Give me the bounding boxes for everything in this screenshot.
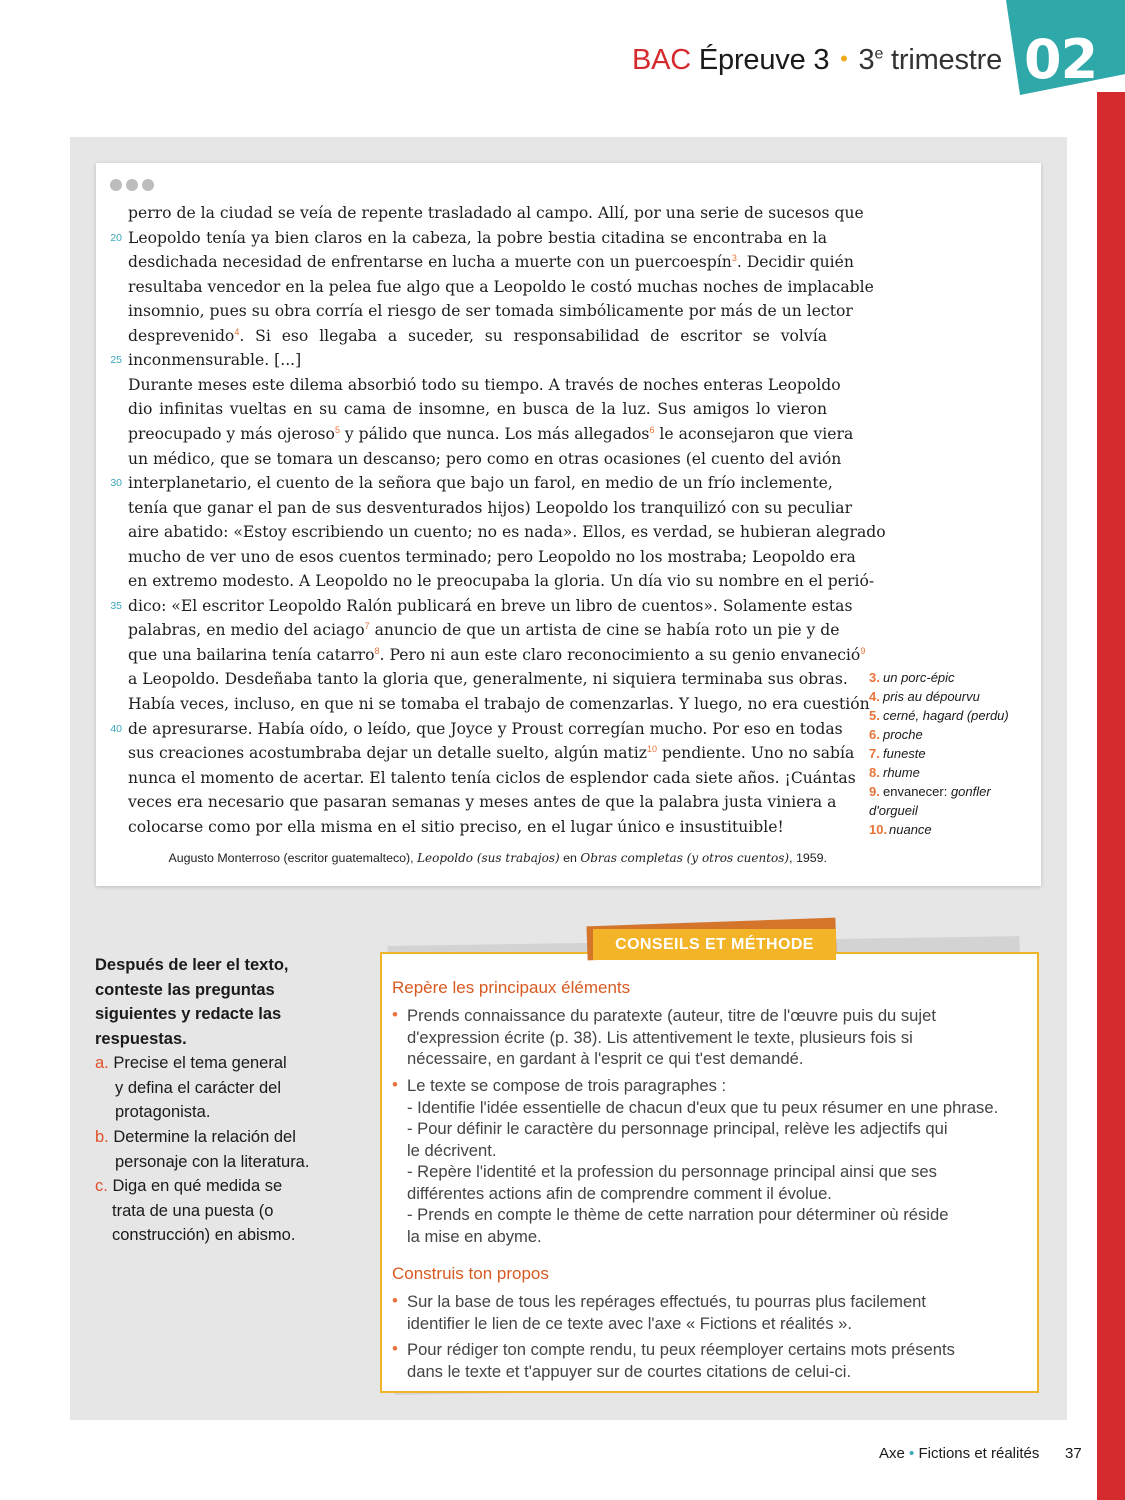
footnote-text: nuance: [889, 822, 932, 837]
line-number: 20: [110, 231, 122, 244]
footnotes: [869, 668, 1009, 839]
advice-tab: CONSEILS ET MÉTHODE: [593, 929, 836, 960]
line-number: 30: [110, 477, 122, 490]
advice-line: nécessaire, en gardant à l'esprit ce qui t'est demandé.: [407, 1049, 804, 1068]
footnote-number: 9.: [869, 784, 880, 799]
advice-paragraph: [407, 1075, 998, 1247]
footnote-item: [869, 820, 1009, 839]
text-line: desprevenido$^4$. Si eso llegaba a suceder, su responsabilidad de escritor se volvía: [128, 326, 827, 345]
trimestre-sup: e: [874, 45, 884, 63]
advice-line: Le texte se compose de trois paragraphes :: [407, 1076, 727, 1095]
advice-line: le décrivent.: [407, 1140, 497, 1160]
text-line: Leopoldo tenía ya bien claros en la cabeza, la pobre bestia citadina se encontraba en la: [128, 228, 827, 247]
footnote-text: cerné, hagard (perdu): [883, 708, 1009, 723]
advice-line: - Prends en compte le thème de cette narration pour déterminer où réside: [407, 1205, 949, 1224]
footnote-text: gonfler: [950, 784, 991, 799]
window-dots-icon: [110, 179, 154, 191]
footnote-text: rhume: [883, 765, 920, 780]
bullet-icon: •: [392, 1339, 398, 1358]
footnote-ref: 6: [649, 424, 655, 435]
questions-intro: [95, 953, 335, 1051]
advice-section-title: Repère les principaux éléments: [392, 978, 631, 997]
text-line: desdichada necesidad de enfrentarse en lucha a muerte con un puercoespín$^3$. Decidir quién: [128, 252, 854, 272]
advice-line: la mise en abyme.: [407, 1226, 542, 1246]
text-line: interplanetario, el cuento de la señora que bajo un farol, en medio de un frío inclemente,: [128, 474, 833, 493]
trimestre-label: [859, 44, 1003, 76]
text-source: [144, 851, 827, 865]
source-author: Augusto Monterroso (escritor guatemalteco),: [168, 851, 418, 865]
text-line: colocarse como por ella misma en el sitio preciso, en el lugar único e insustituible!: [128, 817, 784, 836]
footnote-text: proche: [883, 727, 923, 742]
footnote-ref: 4: [234, 326, 240, 337]
text-line: tenía que ganar el pan de sus desventurados hijos) Leopoldo los tranquilizó con su peculiar: [128, 498, 853, 517]
source-collection: Obras completas (y otros cuentos): [580, 851, 790, 865]
footer-theme: Fictions et réalités: [918, 1445, 1040, 1462]
page-number: 37: [1065, 1445, 1082, 1462]
bullet-icon: •: [392, 1291, 398, 1310]
footnote-ref: 7: [364, 621, 370, 632]
text-line: nunca el momento de acertar. El talento tenía ciclos de esplendor cada siete años. ¡Cuántas: [128, 768, 856, 787]
footnote-number: 6.: [869, 727, 880, 742]
advice-line: - Identifie l'idée essentielle de chacun d'eux que tu peux résumer en une phrase.: [407, 1097, 999, 1117]
question-line: trata de una puesta (o: [112, 1201, 274, 1220]
footnote-item: [869, 763, 1009, 782]
footnote-number: 5.: [869, 708, 880, 723]
question-letter: c.: [95, 1177, 108, 1195]
bullet-icon: •: [392, 1075, 398, 1094]
footnote-ref: 5: [334, 424, 340, 435]
source-mid: en: [559, 851, 581, 865]
text-line: mucho de ver uno de esos cuentos terminado; pero Leopoldo no los mostraba; Leopoldo era: [128, 547, 856, 566]
text-line: a Leopoldo. Desdeñaba tanto la gloria que, generalmente, ni siquiera terminaba sus obras.: [128, 670, 848, 689]
question-line: construcción) en abismo.: [112, 1226, 296, 1244]
text-line: de apresurarse. Había oído, o leído, que Joyce y Proust corregían mucho. Por eso en todas: [128, 719, 843, 738]
question-line: y defina el carácter del: [115, 1078, 282, 1097]
question-line: personaje con la literatura.: [115, 1152, 310, 1171]
advice-line: Sur la base de tous les repérages effectués, tu pourras plus facilement: [407, 1292, 927, 1311]
footnote-ref: 10: [646, 743, 657, 754]
trimestre-number: 3: [858, 44, 875, 76]
line-number: 35: [110, 599, 122, 612]
question-b: [95, 1125, 335, 1174]
text-line: sus creaciones acostumbraba dejar un detalle suelto, algún matiz$^{10}$ pendiente. Uno no sabía: [128, 743, 855, 763]
footer-separator: •: [909, 1445, 915, 1462]
footnote-item: [869, 725, 1009, 744]
epreuve-label: Épreuve 3: [698, 44, 830, 76]
footnote-ref: 9: [860, 645, 866, 656]
trimestre-word: trimestre: [891, 44, 1003, 76]
advice-line: différentes actions afin de comprendre comment il évolue.: [407, 1183, 832, 1203]
advice-line: - Repère l'identité et la profession du personnage principal ainsi que ses: [407, 1162, 937, 1181]
question-line: Diga en qué medida se: [112, 1177, 283, 1195]
footnote-item: [869, 687, 1009, 706]
text-line: que una bailarina tenía catarro$^8$. Pero ni aun este claro reconocimiento a su genio envaneció$^9$: [128, 645, 866, 664]
question-letter: a.: [95, 1054, 109, 1072]
footnote-item: [869, 782, 1009, 801]
footnote-text: pris au dépourvu: [883, 689, 980, 704]
bullet-icon: •: [392, 1005, 398, 1024]
intro-line: respuestas.: [95, 1029, 187, 1048]
footnote-number: 8.: [869, 765, 880, 780]
footnote-number: 3.: [869, 670, 880, 685]
footnote-ref: 8: [374, 645, 380, 656]
text-line: insomnio, pues su obra corría el riesgo de ser tomada simbólicamente por más de un lector: [128, 302, 853, 321]
advice-section-title: Construis ton propos: [392, 1264, 549, 1283]
footnote-item: [869, 706, 1009, 725]
footnote-number: 7.: [869, 746, 880, 761]
source-work: Leopoldo (sus trabajos): [417, 851, 560, 865]
text-line: Había veces, incluso, en que ni se tomaba el trabajo de comenzarlas. Y luego, no era cuestión: [128, 695, 870, 713]
advice-paragraph: [407, 1005, 936, 1070]
advice-line: dans le texte et t'appuyer sur de courtes citations de celui-ci.: [407, 1361, 852, 1381]
header-separator: •: [840, 46, 848, 71]
footnote-number: 4.: [869, 689, 880, 704]
footnote-text: d'orgueil: [869, 803, 918, 818]
question-line: Precise el tema general: [113, 1054, 287, 1072]
text-line: aire abatido: «Estoy escribiendo un cuento; no es nada». Ellos, es verdad, se hubieran alegrado: [128, 523, 886, 542]
text-line: en extremo modesto. A Leopoldo no le preocupaba la gloria. Un día vio su nombre en el perió-: [128, 572, 875, 591]
footnote-item: [869, 668, 1009, 687]
text-line: veces era necesario que pasaran semanas y meses antes de que la palabra justa viniera a: [128, 793, 837, 812]
intro-line: siguientes y redacte las: [95, 1005, 282, 1023]
advice-line: identifier le lien de ce texte avec l'axe « Fictions et réalités ».: [407, 1313, 852, 1333]
footnote-ref: 3: [731, 252, 737, 263]
footnote-number: 10.: [869, 822, 888, 837]
text-line: inconmensurable. [...]: [128, 351, 302, 370]
text-line: un médico, que se tomara un descanso; pero como en otras ocasiones (el cuento del avión: [128, 449, 842, 468]
line-number: 25: [110, 354, 122, 367]
source-year: , 1959.: [789, 851, 827, 865]
footnote-text: funeste: [883, 746, 926, 761]
text-line: dio infinitas vueltas en su cama de insomne, en busca de la luz. Sus amigos lo vieron: [128, 400, 827, 419]
footnote-text: un porc-épic: [883, 670, 955, 685]
question-a: [95, 1051, 335, 1125]
advice-line: Pour rédiger ton compte rendu, tu peux réemployer certains mots présents: [407, 1340, 955, 1359]
advice-paragraph: [407, 1291, 926, 1334]
advice-line: Prends connaissance du paratexte (auteur, titre de l'œuvre puis du sujet: [407, 1006, 936, 1025]
question-line: protagonista.: [115, 1103, 211, 1121]
intro-line: Después de leer el texto,: [95, 956, 289, 974]
text-line: Durante meses este dilema absorbió todo su tiempo. A través de noches enteras Leopoldo: [128, 375, 841, 394]
text-line: dico: «El escritor Leopoldo Ralón publicará en breve un libro de cuentos». Solamente estas: [128, 596, 853, 615]
advice-line: - Pour définir le caractère du personnage principal, relève les adjectifs qui: [407, 1119, 948, 1138]
bac-label: BAC: [632, 44, 692, 76]
question-c: [95, 1174, 335, 1248]
question-letter: b.: [95, 1128, 109, 1146]
chapter-number: 02: [1024, 28, 1098, 91]
question-line: Determine la relación del: [113, 1128, 296, 1146]
side-color-bar: [1097, 92, 1125, 1500]
advice-line: d'expression écrite (p. 38). Lis attentivement le texte, plusieurs fois si: [407, 1027, 913, 1047]
text-line: resultaba vencedor en la pelea fue algo que a Leopoldo le costó muchas noches de implacable: [128, 277, 874, 296]
page-header-title: [632, 44, 1002, 77]
footer-axe: Axe: [879, 1445, 905, 1462]
text-line: palabras, en medio del aciago$^7$ anuncio de que un artista de cine se había roto un pie y de: [128, 621, 840, 640]
footnote-continuation: [869, 801, 1009, 820]
page-footer: [879, 1445, 1039, 1462]
footnote-word: envanecer:: [883, 784, 951, 799]
footnote-item: [869, 744, 1009, 763]
text-line: preocupado y más ojeroso$^5$ y pálido que nunca. Los más allegados$^6$ le aconsejaron que viera: [128, 424, 854, 443]
intro-line: conteste las preguntas: [95, 980, 275, 999]
line-number: 40: [110, 722, 122, 735]
text-line: perro de la ciudad se veía de repente trasladado al campo. Allí, por una serie de sucesos que: [128, 204, 864, 222]
advice-paragraph: [407, 1339, 955, 1382]
